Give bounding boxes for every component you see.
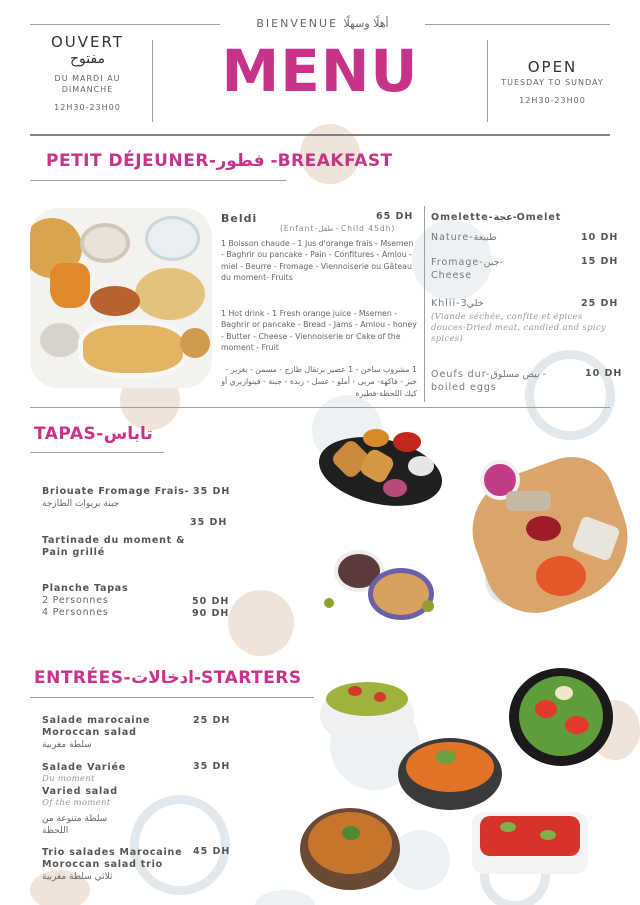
header-divider-left: [152, 40, 153, 122]
omelette-item-price: 15 DH: [581, 256, 619, 267]
planche-name: Planche Tapas: [42, 583, 129, 594]
hours-block-en: [495, 58, 610, 105]
trio-salad-name: Trio salades Marocaine: [42, 847, 183, 858]
planche-option: 2 Personnes: [42, 595, 109, 606]
beldi-desc-fr: 1 Boisson chaude - 1 Jus d'orange frais - Msemen - Baghrir ou pancake - Pain - Confitures - Amlou - miel - Beurre - Fromage - Viennoiserie ou Gâteau du moment- Fruits: [221, 239, 414, 283]
omelette-item-name: Khlii-خلي3: [431, 298, 484, 309]
header-rule-right: [425, 24, 610, 25]
planche-option: 4 Personnes: [42, 607, 109, 618]
open-hours-fr: 12H30-23H00: [54, 103, 121, 112]
moroccan-salad-name-en: Moroccan salad: [42, 727, 137, 738]
charcuterie-board-photo: [466, 436, 636, 621]
open-days-en: TUESDAY TO SUNDAY: [501, 78, 604, 87]
planche-price: 90 DH: [192, 608, 230, 619]
omelette-item-note: (Viande séchée, confite et épices douces-Dried meat, candied and spicy spices): [431, 312, 607, 344]
starters-title: ENTRÉES-ادخالات-STARTERS: [34, 668, 302, 688]
header-rule-left: [30, 24, 220, 25]
starters-title-rule: [30, 697, 314, 698]
varied-salad-note: Of the moment: [42, 798, 111, 808]
varied-salad-price: 35 DH: [193, 761, 231, 772]
open-status-en: OPEN: [527, 58, 578, 76]
dips-bowls-photo: [320, 540, 445, 625]
header-divider-right: [487, 40, 488, 122]
tomato-salad-photo: [470, 800, 590, 880]
omelette-item-name: Nature-طبيعة: [431, 232, 497, 243]
tapas-title-rule: [30, 452, 164, 453]
hours-block-fr: [30, 34, 145, 112]
omelette-item-name: Fromage-جبن- Cheese: [431, 257, 504, 281]
varied-salad-item: [42, 762, 192, 837]
breakfast-divider: [424, 206, 425, 402]
trio-salad-name-ar: ثلاثي سلطة مغربية: [42, 872, 113, 882]
briouate-price: 35 DH: [193, 486, 231, 497]
beldi-child-price: (Enfant-طفل - Child 45dh): [280, 224, 396, 233]
trio-salad-price: 45 DH: [193, 846, 231, 857]
beldi-desc-ar: 1 مشروب ساخن - 1 عصير برتقال طازج - مسمن - بغرير - خبز - فاكهة- مربى - أملو - عسل - زبدة - جبنة - فينوازيري أو كيك اللحظة-فطيرة: [221, 365, 417, 398]
breakfast-spread-photo: [30, 208, 212, 388]
planche-price: 50 DH: [192, 596, 230, 607]
omelette-title: Omelette-عجة-Omelet: [431, 212, 562, 223]
open-hours-en: 12H30-23H00: [519, 96, 586, 105]
open-days-fr: DU MARDI AU DIMANCHE: [54, 74, 121, 94]
beldi-desc-en: 1 Hot drink - 1 Fresh orange juice - Msemen - Baghrir or pancake - Bread - Jams - Amlou - honey - Butter - Cheese - Viennoiserie or Cake of the moment - Fruit: [221, 309, 417, 353]
varied-salad-note: Du moment: [42, 774, 95, 784]
tapas-title: TAPAS-تاباس: [34, 424, 153, 444]
briouate-name-ar: جبنة بريوات الطازجة: [42, 499, 120, 509]
briouate-name: Briouate Fromage Frais-: [42, 486, 190, 497]
header-bottom-rule: [30, 134, 610, 136]
beldi-name: Beldi: [221, 212, 258, 225]
tartinade-item: [42, 535, 192, 559]
open-status-fr: OUVERT: [50, 33, 125, 51]
menu-title: MENU: [221, 37, 419, 105]
moroccan-salad-name: Salade marocaine: [42, 715, 151, 726]
zaalouk-bowl-photo: [296, 800, 406, 896]
open-status-ar: مفتوح: [69, 51, 106, 67]
briouate-plate-photo: [318, 424, 448, 514]
trio-salad-item: [42, 847, 202, 883]
omelette-item-price: 25 DH: [581, 298, 619, 309]
mixed-salad-photo: [505, 660, 617, 772]
trio-salad-name-en: Moroccan salad trio: [42, 859, 163, 870]
breakfast-title: PETIT DÉJEUNER-فطور -BREAKFAST: [46, 151, 393, 171]
tartinade-price: 35 DH: [190, 517, 228, 528]
beldi-price: 65 DH: [376, 211, 414, 222]
varied-salad-name-en: Varied salad: [42, 786, 118, 797]
moroccan-salad-name-ar: سلطة مغربية: [42, 740, 92, 750]
breakfast-bottom-rule: [30, 407, 610, 408]
omelette-item-name: Oeufs dur-بيض مسلوق -boiled eggs: [431, 369, 547, 393]
varied-salad-name: Salade Variée: [42, 762, 126, 773]
moroccan-salad-price: 25 DH: [193, 715, 231, 726]
omelette-item-price: 10 DH: [585, 368, 623, 379]
moroccan-salad-item: [42, 715, 192, 751]
varied-salad-name-ar: سلطة متنوعة من اللحظة: [42, 814, 108, 836]
tartinade-name: Tartinade du moment & Pain grillé: [42, 535, 186, 558]
welcome-text: BIENVENUE أهلًا وسهلًا: [256, 17, 389, 30]
planche-item: [42, 583, 192, 619]
omelette-item-price: 10 DH: [581, 232, 619, 243]
deco-ring: [525, 350, 615, 440]
briouate-item: [42, 486, 192, 510]
breakfast-title-rule: [30, 180, 286, 181]
deco-circle: [228, 590, 294, 656]
